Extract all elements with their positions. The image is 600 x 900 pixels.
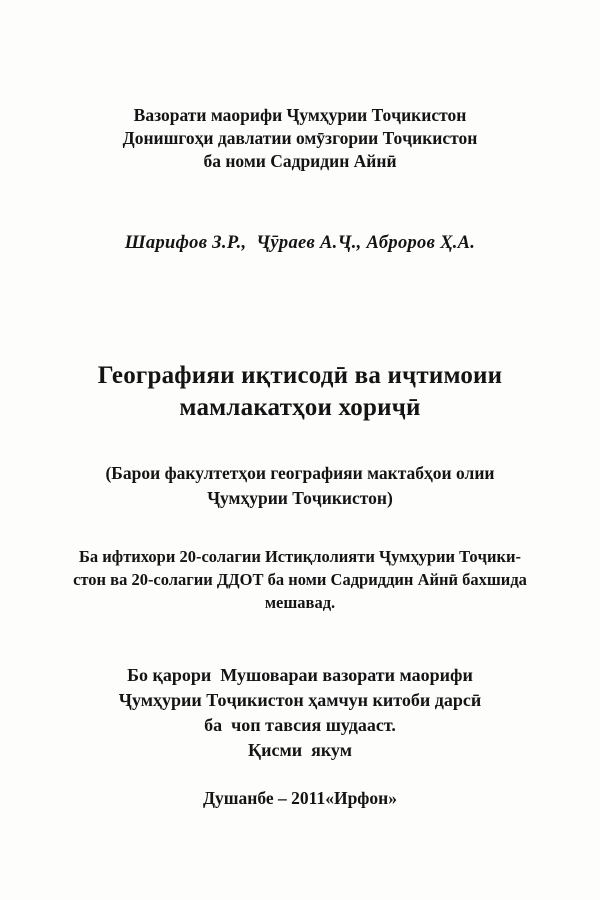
authors	[0, 230, 600, 256]
dedication-note	[0, 545, 600, 614]
imprint	[0, 786, 600, 810]
institution-header	[0, 104, 600, 173]
institution-header-line: Вазорати маорифи Ҷумҳурии Тоҷикистон	[133, 105, 467, 125]
book-title	[0, 360, 600, 424]
approval-line: Бо қарори Мушовараи вазорати маорифи	[127, 665, 473, 685]
approval-note	[0, 663, 600, 763]
subtitle	[0, 461, 600, 511]
approval-line: Ҷумҳурии Тоҷикистон ҳамчун китоби дарсӣ	[118, 690, 482, 710]
subtitle-line: Ҷумҳурии Тоҷикистон)	[207, 488, 393, 508]
book-title-line: мамлакатҳои хориҷӣ	[179, 394, 421, 421]
approval-line: ба чоп тавсия шудааст.	[204, 715, 396, 735]
dedication-line: Ба ифтихори 20-солагии Истиқлолияти Ҷумҳурии Тоҷики-	[78, 547, 521, 566]
dedication-line: стон ва 20-солагии ДДОТ ба номи Садриддин Айнӣ бахшида	[73, 570, 527, 589]
book-title-line: Географияи иқтисодӣ ва иҷтимоии	[97, 362, 503, 389]
institution-header-line: ба номи Садридин Айнӣ	[203, 151, 397, 171]
dedication-line: мешавад.	[264, 593, 336, 612]
subtitle-line: (Барои факултетҳои географияи мактабҳои олии	[105, 463, 495, 483]
imprint-line: Душанбе – 2011«Ирфон»	[202, 788, 397, 808]
institution-header-line: Донишгоҳи давлатии омӯзгории Тоҷикистон	[122, 128, 478, 148]
approval-line: Қисми якум	[248, 740, 352, 760]
authors-line: Шарифов З.Р., Ҷӯраев А.Ҷ., Аброров Ҳ.А.	[124, 233, 476, 253]
